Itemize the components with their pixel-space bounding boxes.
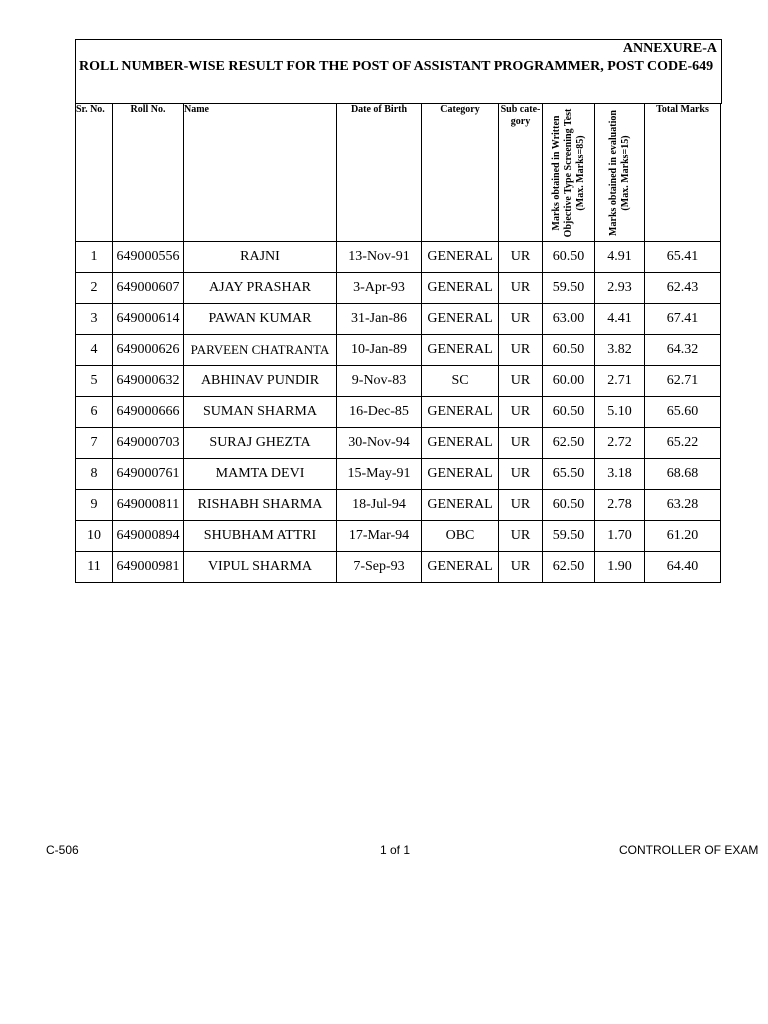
cell-roll-no: 649000607 — [113, 273, 184, 304]
cell-sr-no: 5 — [76, 366, 113, 397]
document-header — [75, 39, 722, 104]
cell-total-marks: 64.32 — [645, 335, 721, 366]
footer-page-number: 1 of 1 — [380, 843, 411, 857]
cell-sub-category: UR — [499, 552, 543, 583]
column-header-dob: Date of Birth — [337, 104, 422, 242]
table-row — [76, 459, 721, 490]
cell-total-marks: 65.41 — [645, 242, 721, 273]
cell-category: GENERAL — [422, 459, 499, 490]
cell-evaluation-marks: 3.18 — [595, 459, 645, 490]
cell-total-marks: 67.41 — [645, 304, 721, 335]
cell-sr-no: 7 — [76, 428, 113, 459]
footer-code: C-506 — [46, 843, 79, 857]
cell-written-marks: 60.50 — [543, 242, 595, 273]
document-title: ROLL NUMBER-WISE RESULT FOR THE POST OF ASSISTANT PROGRAMMER, POST CODE-649 — [79, 59, 714, 74]
cell-sr-no: 10 — [76, 521, 113, 552]
cell-total-marks: 62.71 — [645, 366, 721, 397]
cell-sub-category: UR — [499, 242, 543, 273]
cell-total-marks: 62.43 — [645, 273, 721, 304]
cell-written-marks: 60.50 — [543, 397, 595, 428]
cell-evaluation-marks: 3.82 — [595, 335, 645, 366]
cell-total-marks: 65.22 — [645, 428, 721, 459]
cell-category: GENERAL — [422, 428, 499, 459]
cell-roll-no: 649000894 — [113, 521, 184, 552]
cell-roll-no: 649000811 — [113, 490, 184, 521]
column-header-name: Name — [184, 104, 337, 242]
column-header-evaluation-marks-text: Marks obtained in evaluation (Max. Marks=15) — [607, 109, 631, 236]
table-row — [76, 397, 721, 428]
cell-evaluation-marks: 2.72 — [595, 428, 645, 459]
cell-roll-no: 649000703 — [113, 428, 184, 459]
cell-dob: 15-May-91 — [337, 459, 422, 490]
cell-dob: 13-Nov-91 — [337, 242, 422, 273]
cell-evaluation-marks: 2.71 — [595, 366, 645, 397]
cell-sub-category: UR — [499, 273, 543, 304]
results-table — [75, 103, 721, 583]
cell-written-marks: 60.00 — [543, 366, 595, 397]
footer-signatory: CONTROLLER OF EXAM — [619, 843, 759, 857]
cell-total-marks: 65.60 — [645, 397, 721, 428]
cell-sr-no: 1 — [76, 242, 113, 273]
table-row — [76, 242, 721, 273]
cell-sr-no: 4 — [76, 335, 113, 366]
cell-total-marks: 68.68 — [645, 459, 721, 490]
table-row — [76, 552, 721, 583]
cell-evaluation-marks: 1.90 — [595, 552, 645, 583]
cell-written-marks: 65.50 — [543, 459, 595, 490]
table-row — [76, 304, 721, 335]
cell-name: SUMAN SHARMA — [184, 397, 337, 428]
cell-roll-no: 649000981 — [113, 552, 184, 583]
cell-name: AJAY PRASHAR — [184, 273, 337, 304]
cell-roll-no: 649000761 — [113, 459, 184, 490]
cell-evaluation-marks: 2.93 — [595, 273, 645, 304]
cell-roll-no: 649000556 — [113, 242, 184, 273]
cell-roll-no: 649000666 — [113, 397, 184, 428]
cell-sub-category: UR — [499, 397, 543, 428]
cell-sr-no: 3 — [76, 304, 113, 335]
cell-sr-no: 11 — [76, 552, 113, 583]
cell-dob: 18-Jul-94 — [337, 490, 422, 521]
cell-sub-category: UR — [499, 366, 543, 397]
table-row — [76, 273, 721, 304]
cell-name: RISHABH SHARMA — [184, 490, 337, 521]
cell-written-marks: 62.50 — [543, 428, 595, 459]
annexure-label: ANNEXURE-A — [622, 41, 717, 56]
cell-name: PARVEEN CHATRANTA — [184, 335, 337, 366]
cell-dob: 7-Sep-93 — [337, 552, 422, 583]
cell-category: GENERAL — [422, 273, 499, 304]
cell-category: GENERAL — [422, 552, 499, 583]
cell-category: GENERAL — [422, 304, 499, 335]
cell-total-marks: 64.40 — [645, 552, 721, 583]
column-header-total-marks: Total Marks — [645, 104, 721, 242]
cell-category: GENERAL — [422, 397, 499, 428]
cell-total-marks: 61.20 — [645, 521, 721, 552]
cell-evaluation-marks: 4.41 — [595, 304, 645, 335]
cell-roll-no: 649000632 — [113, 366, 184, 397]
cell-sr-no: 9 — [76, 490, 113, 521]
cell-sub-category: UR — [499, 428, 543, 459]
cell-dob: 30-Nov-94 — [337, 428, 422, 459]
cell-name: RAJNI — [184, 242, 337, 273]
table-row — [76, 428, 721, 459]
cell-written-marks: 63.00 — [543, 304, 595, 335]
column-header-sr-no: Sr. No. — [76, 104, 113, 242]
column-header-category: Category — [422, 104, 499, 242]
cell-name: MAMTA DEVI — [184, 459, 337, 490]
column-header-written-marks — [543, 104, 595, 242]
cell-name: SHUBHAM ATTRI — [184, 521, 337, 552]
cell-sr-no: 8 — [76, 459, 113, 490]
cell-category: SC — [422, 366, 499, 397]
cell-roll-no: 649000626 — [113, 335, 184, 366]
cell-dob: 3-Apr-93 — [337, 273, 422, 304]
cell-written-marks: 60.50 — [543, 490, 595, 521]
cell-sub-category: UR — [499, 521, 543, 552]
table-row — [76, 490, 721, 521]
cell-evaluation-marks: 2.78 — [595, 490, 645, 521]
table-row — [76, 366, 721, 397]
cell-dob: 17-Mar-94 — [337, 521, 422, 552]
cell-sub-category: UR — [499, 490, 543, 521]
cell-dob: 16-Dec-85 — [337, 397, 422, 428]
cell-dob: 10-Jan-89 — [337, 335, 422, 366]
table-row — [76, 335, 721, 366]
cell-category: GENERAL — [422, 335, 499, 366]
cell-written-marks: 59.50 — [543, 273, 595, 304]
column-header-written-marks-text: Marks obtained in Written Objective Type Screening Test (Max. Marks=85) — [550, 108, 586, 237]
cell-evaluation-marks: 1.70 — [595, 521, 645, 552]
cell-dob: 9-Nov-83 — [337, 366, 422, 397]
cell-name: ABHINAV PUNDIR — [184, 366, 337, 397]
cell-category: OBC — [422, 521, 499, 552]
cell-dob: 31-Jan-86 — [337, 304, 422, 335]
column-header-sub-category: Sub cate-gory — [499, 104, 543, 242]
cell-evaluation-marks: 4.91 — [595, 242, 645, 273]
cell-name: SURAJ GHEZTA — [184, 428, 337, 459]
cell-total-marks: 63.28 — [645, 490, 721, 521]
column-header-roll-no: Roll No. — [113, 104, 184, 242]
cell-sr-no: 2 — [76, 273, 113, 304]
cell-sub-category: UR — [499, 304, 543, 335]
cell-category: GENERAL — [422, 490, 499, 521]
cell-name: PAWAN KUMAR — [184, 304, 337, 335]
cell-sub-category: UR — [499, 459, 543, 490]
cell-name: VIPUL SHARMA — [184, 552, 337, 583]
cell-roll-no: 649000614 — [113, 304, 184, 335]
cell-sub-category: UR — [499, 335, 543, 366]
cell-evaluation-marks: 5.10 — [595, 397, 645, 428]
cell-written-marks: 62.50 — [543, 552, 595, 583]
column-header-evaluation-marks — [595, 104, 645, 242]
cell-written-marks: 60.50 — [543, 335, 595, 366]
table-header-row — [76, 104, 721, 242]
table-row — [76, 521, 721, 552]
cell-category: GENERAL — [422, 242, 499, 273]
cell-sr-no: 6 — [76, 397, 113, 428]
cell-written-marks: 59.50 — [543, 521, 595, 552]
